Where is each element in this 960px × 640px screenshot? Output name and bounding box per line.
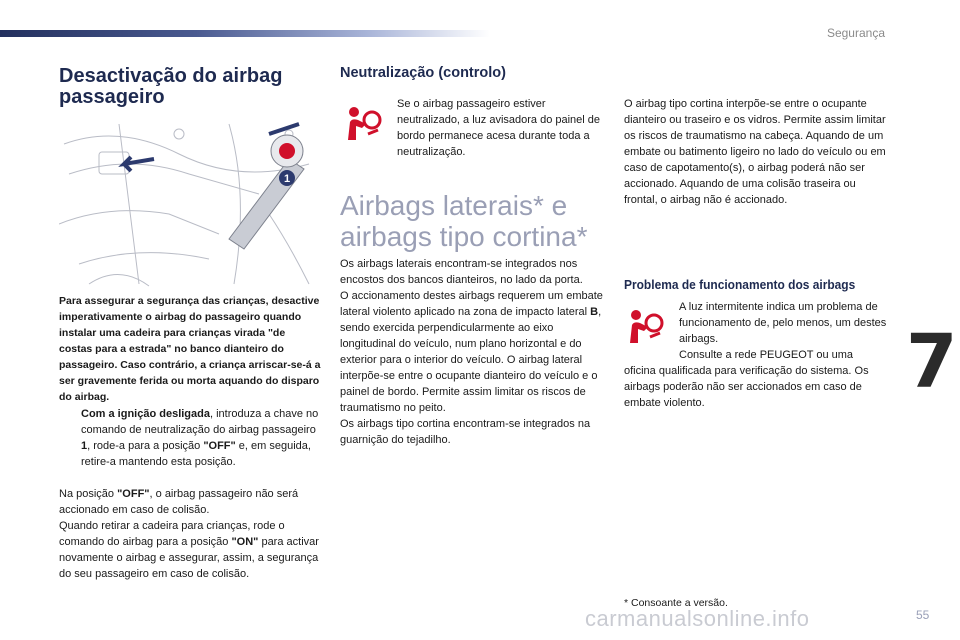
child-seat-warning: Para assegurar a segurança das crianças, desactive imperativamente o airbag do passageiro quando instalar uma cadeira para crianças virada "de costas para a estrada" no banco dianteiro do passageiro. Caso contrário, a criança arriscar-se-á a ser gravemente ferida ou morta aquando do disparo do airbag.	[59, 295, 321, 403]
neutralization-title: Neutralização (controlo)	[340, 65, 506, 81]
watermark: carmanualsonline.info	[585, 606, 810, 631]
left-title: Desactivação do airbag passageiro	[59, 65, 283, 108]
airbag-switch-illustration	[59, 114, 319, 288]
airbag-warning-icon	[624, 305, 666, 347]
switch-detail	[229, 124, 304, 249]
page-number: 55	[916, 608, 930, 622]
malfunction-text-a: A luz intermitente indica um problema de funcionamento de, pelo menos, um destes airbags. Consulte a rede PEUGEOT ou uma	[679, 301, 887, 361]
section-name: Segurança	[826, 26, 885, 40]
header-gradient-bar	[0, 30, 490, 37]
off-on-explanation: Na posição "OFF", o airbag passageiro não será accionado em caso de colisão. Quando retirar a cadeira para crianças, rode o comando do airbag para a posição "ON" para activar novamente o airbag e assegurar, assim, a segurança do seu passageiro em caso de colisão.	[59, 488, 319, 580]
curtain-airbag-text: O airbag tipo cortina interpõe-se entre o ocupante dianteiro ou traseiro e os vidros. Permite assim limitar os riscos de traumatismo na cabeça. Aquando de um embate ou batimento ligeiro no lado do veículo ou em caso de capotamento(s), o airbag poderá não ser accionado. Aquando de uma colisão traseira ou frontal, o airbag não é accionado.	[624, 98, 886, 206]
malfunction-text-b: oficina qualificada para verificação do sistema. Os airbags poderão não ser accionados em caso de embate violento.	[624, 365, 869, 409]
bullet-instruction: Com a ignição desligada, introduza a chave no comando de neutralização do airbag passageiro 1, rode-a para a posição "OFF" e, em seguida, retire-a mantendo esta posição.	[81, 408, 319, 468]
malfunction-title: Problema de funcionamento dos airbags	[624, 277, 856, 292]
airbag-warning-icon	[342, 102, 384, 144]
side-airbags-title: Airbags laterais* e airbags tipo cortina*	[340, 190, 588, 252]
side-airbags-text: Os airbags laterais encontram-se integrados nos encostos dos bancos dianteiros, no lado da porta. O accionamento destes airbags requerem um embate lateral violento aplicado na zona de impacto lateral B, sendo exercida perpendicularmente ao eixo longitudinal do veículo, num plano horizontal e do exterior para o interior do veículo. O airbag lateral interpõe-se entre o ocupante dianteiro do veículo e o painel de bordo. Permite assim limitar os riscos de traumatismo no peito. Os airbags tipo cortina encontram-se integrados na guarnição do tejadilho.	[340, 258, 603, 446]
neutralization-text: Se o airbag passageiro estiver neutralizado, a luz avisadora do painel de bordo permanece acesa durante toda a neutralização.	[397, 98, 601, 158]
bullet-strong: Com a ignição desligada	[81, 408, 210, 420]
callout-1: 1	[283, 173, 291, 185]
chapter-number: 7	[906, 319, 958, 405]
footnote: * Consoante a versão.	[624, 597, 728, 609]
